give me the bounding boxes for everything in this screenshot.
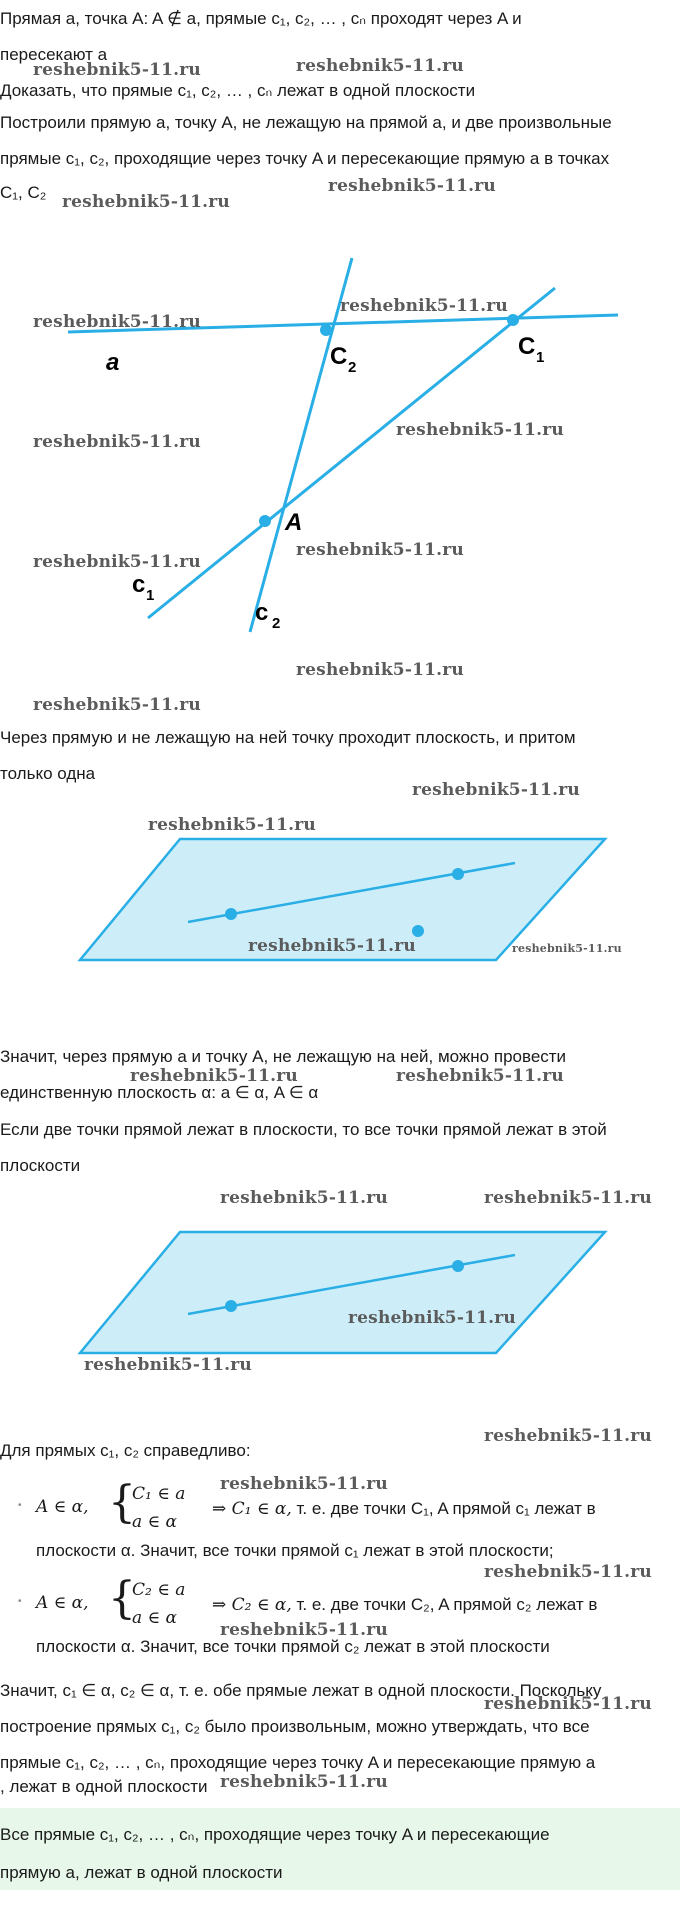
system-1-bottom: a ∈ α: [132, 1512, 178, 1532]
watermark: reshebnik5-11.ru: [84, 1355, 252, 1375]
system-2-conclusion: ⇒ C₂ ∈ α, т. е. две точки C₂, A прямой c₂ лежат в: [212, 1595, 598, 1615]
system-2: A ∈ α,: [36, 1593, 89, 1613]
answer-line-2: прямую a, лежат в одной плоскости: [0, 1863, 283, 1882]
watermark: reshebnik5-11.ru: [396, 1066, 564, 1086]
watermark: reshebnik5-11.ru: [33, 60, 201, 80]
watermark: reshebnik5-11.ru: [396, 420, 564, 440]
construction-text-cont: прямые c₁, c₂, проходящие через точку A и пересекающие прямую a в точках: [0, 149, 610, 168]
axiom-text: Через прямую и не лежащую на ней точку проходит плоскость, и притом: [0, 728, 576, 747]
watermark: reshebnik5-11.ru: [328, 176, 496, 196]
label-C1: C: [518, 333, 536, 360]
watermark: reshebnik5-11.ru: [348, 1308, 516, 1328]
label-A: A: [285, 509, 303, 536]
conclusion-plane: Значит, через прямую a и точку A, не лежащую на ней, можно провести: [0, 1047, 567, 1066]
label-c1-sub: 1: [146, 587, 155, 604]
answer-line-1: Все прямые c₁, c₂, … , cₙ, проходящие через точку A и пересекающие: [0, 1825, 550, 1844]
construction-text-points: C₁, C₂: [0, 183, 47, 202]
point-C2: [320, 324, 332, 336]
system-2-top: C₂ ∈ a: [132, 1580, 186, 1600]
construction-text: Построили прямую a, точку A, не лежащую на прямой a, и две произвольные: [0, 113, 612, 132]
point-C1: [507, 314, 519, 326]
label-C2: C: [330, 343, 348, 370]
watermark: reshebnik5-11.ru: [296, 56, 464, 76]
watermark: reshebnik5-11.ru: [248, 936, 416, 956]
axiom-two-points: Если две точки прямой лежат в плоскости, то все точки прямой лежат в этой: [0, 1120, 607, 1139]
final-reasoning: Значит, c₁ ∈ α, c₂ ∈ α, т. е. обе прямые лежат в одной плоскости. Поскольку: [0, 1681, 602, 1700]
watermark: reshebnik5-11.ru: [484, 1694, 652, 1714]
watermark: reshebnik5-11.ru: [220, 1620, 388, 1640]
watermark: reshebnik5-11.ru: [220, 1188, 388, 1208]
watermark: reshebnik5-11.ru: [220, 1474, 388, 1494]
axiom-two-points-cont: плоскости: [0, 1156, 81, 1175]
label-a: a: [106, 349, 120, 376]
watermark: reshebnik5-11.ru: [33, 552, 201, 572]
problem-goal: Доказать, что прямые c₁, c₂, … , cₙ лежат в одной плоскости: [0, 81, 476, 100]
final-reasoning-2: построение прямых c₁, c₂ было произвольным, можно утверждать, что все: [0, 1717, 590, 1736]
watermark: reshebnik5-11.ru: [33, 312, 201, 332]
watermark: reshebnik5-11.ru: [340, 296, 508, 316]
label-C2-sub: 2: [348, 359, 357, 376]
watermark: reshebnik5-11.ru: [296, 660, 464, 680]
bullet-dot: •: [18, 1500, 22, 1511]
watermark: reshebnik5-11.ru: [296, 540, 464, 560]
watermark: reshebnik5-11.ru: [148, 815, 316, 835]
watermark: reshebnik5-11.ru: [512, 942, 622, 955]
watermark: reshebnik5-11.ru: [412, 780, 580, 800]
watermark: reshebnik5-11.ru: [33, 695, 201, 715]
label-c1: c: [132, 571, 146, 598]
watermark: reshebnik5-11.ru: [62, 192, 230, 212]
system-1-line2: плоскости α. Значит, все точки прямой c₁ лежат в этой плоскости;: [36, 1541, 554, 1560]
label-c2: c: [255, 599, 269, 626]
system-1: A ∈ α,: [36, 1497, 89, 1517]
conclusion-plane-cont: единственную плоскость α: a ∈ α, A ∈ α: [0, 1083, 319, 1102]
for-lines-text: Для прямых c₁, c₂ справедливо:: [0, 1441, 251, 1460]
problem-statement: Прямая a, точка A: A ∉ a, прямые c₁, c₂, … , cₙ проходят через A и: [0, 9, 522, 28]
plane-figure-2: [0, 1225, 680, 1365]
system-1-conclusion: ⇒ C₁ ∈ α, т. е. две точки C₁, A прямой c₁ лежат в: [212, 1499, 596, 1519]
watermark: reshebnik5-11.ru: [130, 1066, 298, 1086]
watermark: reshebnik5-11.ru: [484, 1426, 652, 1446]
final-reasoning-4: , лежат в одной плоскости: [0, 1777, 208, 1796]
bullet-dot: •: [18, 1596, 22, 1607]
watermark: reshebnik5-11.ru: [33, 432, 201, 452]
system-2-bottom: a ∈ α: [132, 1608, 178, 1628]
axiom-text-cont: только одна: [0, 764, 96, 783]
watermark: reshebnik5-11.ru: [220, 1772, 388, 1792]
final-reasoning-3: прямые c₁, c₂, … , cₙ, проходящие через точку A и пересекающие прямую a: [0, 1753, 596, 1772]
watermark: reshebnik5-11.ru: [484, 1188, 652, 1208]
problem-statement-cont: пересекают a: [0, 45, 108, 64]
system-2-line2: плоскости α. Значит, все точки прямой c₂ лежат в этой плоскости: [36, 1637, 550, 1656]
system-1-top: C₁ ∈ a: [132, 1484, 186, 1504]
label-c2-sub: 2: [272, 615, 281, 632]
label-C1-sub: 1: [536, 349, 545, 366]
watermark: reshebnik5-11.ru: [484, 1562, 652, 1582]
point-A: [259, 515, 271, 527]
